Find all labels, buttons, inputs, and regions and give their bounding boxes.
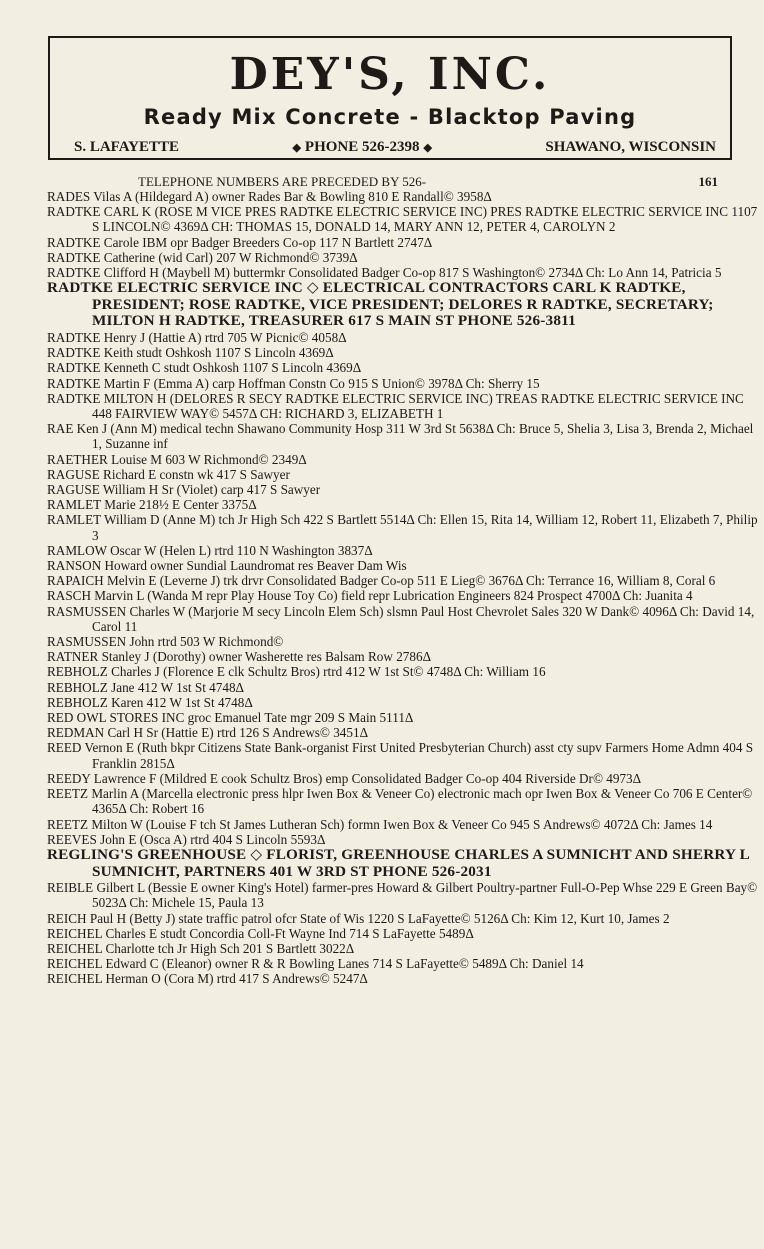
directory-entry: RANSON Howard owner Sundial Laundromat res Beaver Dam Wis	[47, 558, 407, 574]
directory-entry: REBHOLZ Karen 412 W 1st St 4748Δ	[47, 694, 253, 710]
directory-entry: RADTKE Carole IBM opr Badger Breeders Co-op 117 N Bartlett 2747Δ	[47, 234, 433, 250]
directory-entry: RAMLOW Oscar W (Helen L) rtrd 110 N Washington 3837Δ	[47, 542, 373, 558]
ad-title: DEY'S, INC.	[229, 49, 551, 100]
directory-entry: REICHEL Charlotte tch Jr High Sch 201 S Bartlett 3022Δ	[47, 940, 355, 956]
directory-entry: RAMLET Marie 218½ E Center 3375Δ	[47, 497, 257, 513]
directory-entry: REDMAN Carl H Sr (Hattie E) rtrd 126 S Andrews© 3451Δ	[47, 725, 369, 741]
directory-entry: REEVES John E (Osca A) rtrd 404 S Lincoln 5593Δ	[47, 831, 326, 847]
directory-entry: RADTKE CARL K (ROSE M VICE PRES RADTKE ELECTRIC SERVICE INC) PRES RADTKE ELECTRIC SERVICE INC 1107 S LINCOLN© 4369Δ CH: THOMAS 15, DONALD 14, MARY ANN 12, PETER 4, CAROLYN 2	[47, 204, 758, 235]
directory-entry: RADTKE ELECTRIC SERVICE INC ◇ ELECTRICAL CONTRACTORS CARL K RADTKE, PRESIDENT; ROSE RADTKE, VICE PRESIDENT; DELORES R RADTKE, SECRETARY; MILTON H RADTKE, TREASURER 617 S MAIN ST PHONE 526-3811	[47, 279, 714, 330]
directory-entry: RASMUSSEN John rtrd 503 W Richmond©	[47, 634, 284, 650]
page-number: 161	[698, 174, 718, 189]
directory-entry: RADTKE Martin F (Emma A) carp Hoffman Constn Co 915 S Union© 3978Δ Ch: Sherry 15	[47, 375, 540, 391]
directory-entry: RADTKE MILTON H (DELORES R SECY RADTKE ELECTRIC SERVICE INC) TREAS RADTKE ELECTRIC SERVICE INC 448 FAIRVIEW WAY© 5457Δ CH: RICHARD 3, ELIZABETH 1	[47, 390, 744, 422]
directory-entry: RAPAICH Melvin E (Leverne J) trk drvr Consolidated Badger Co-op 511 E Lieg© 3676Δ Ch: Terrance 16, William 8, Coral 6	[47, 573, 716, 589]
directory-entry: REED Vernon E (Ruth bkpr Citizens State Bank-organist First United Presbyterian Church) asst cty supv Farmers Home Admn 404 S Franklin 2815Δ	[47, 740, 754, 771]
directory-entry: RED OWL STORES INC groc Emanuel Tate mgr 209 S Main 5111Δ	[47, 710, 414, 726]
directory-entry: REETZ Milton W (Louise F tch St James Lutheran Sch) formn Iwen Box & Veneer Co 945 S Andrews© 4072Δ Ch: James 14	[47, 816, 713, 832]
page-header	[138, 174, 718, 189]
diamond-bullet-icon: ◆	[292, 142, 301, 154]
advertisement-box	[48, 36, 732, 160]
directory-entry: RADTKE Keith studt Oshkosh 1107 S Lincoln 4369Δ	[47, 345, 334, 361]
ad-address: S. LAFAYETTE	[74, 139, 180, 155]
ad-phone: PHONE 526-2398	[304, 139, 420, 155]
directory-entry: REBHOLZ Charles J (Florence E clk Schultz Bros) rtrd 412 W 1st St© 4748Δ Ch: William 16	[47, 664, 546, 680]
ad-footer	[74, 138, 716, 157]
directory-entry: REGLING'S GREENHOUSE ◇ FLORIST, GREENHOUSE CHARLES A SUMNICHT AND SHERRY L SUMNICHT, PARTNERS 401 W 3RD ST PHONE 526-2031	[47, 845, 750, 880]
directory-listings	[47, 189, 759, 987]
diamond-bullet-icon: ◆	[423, 142, 432, 154]
header-note: TELEPHONE NUMBERS ARE PRECEDED BY 526-	[138, 174, 427, 189]
directory-entry: RADES Vilas A (Hildegard A) owner Rades Bar & Bowling 810 E Randall© 3958Δ	[47, 189, 492, 204]
directory-entry: RAE Ken J (Ann M) medical techn Shawano Community Hosp 311 W 3rd St 5638Δ Ch: Bruce 5, Shelia 3, Lisa 3, Brenda 2, Michael 1, Suzanne inf	[47, 421, 754, 452]
directory-entry: RADTKE Kenneth C studt Oshkosh 1107 S Lincoln 4369Δ	[47, 360, 362, 376]
directory-entry: REICHEL Edward C (Eleanor) owner R & R Bowling Lanes 714 S LaFayette© 5489Δ Ch: Daniel 14	[47, 956, 584, 972]
directory-entry: RASMUSSEN Charles W (Marjorie M secy Lincoln Elem Sch) slsmn Paul Host Chevrolet Sales 320 W Dank© 4096Δ Ch: David 14, Carol 11	[47, 603, 755, 634]
directory-entry: REICH Paul H (Betty J) state traffic patrol ofcr State of Wis 1220 S LaFayette© 5126Δ Ch: Kim 12, Kurt 10, James 2	[47, 910, 670, 926]
directory-entry: REEDY Lawrence F (Mildred E cook Schultz Bros) emp Consolidated Badger Co-op 404 Riverside Dr© 4973Δ	[47, 770, 642, 786]
directory-entry: RAETHER Louise M 603 W Richmond© 2349Δ	[47, 451, 307, 467]
directory-entry: RADTKE Henry J (Hattie A) rtrd 705 W Picnic© 4058Δ	[47, 330, 347, 345]
ad-tagline: Ready Mix Concrete - Blacktop Paving	[143, 105, 637, 129]
directory-entry: RADTKE Catherine (wid Carl) 207 W Richmond© 3739Δ	[47, 249, 358, 265]
directory-entry: RATNER Stanley J (Dorothy) owner Washerette res Balsam Row 2786Δ	[47, 649, 432, 665]
directory-entry: REBHOLZ Jane 412 W 1st St 4748Δ	[47, 679, 245, 695]
directory-entry: RAGUSE William H Sr (Violet) carp 417 S Sawyer	[47, 482, 321, 498]
directory-entry: REICHEL Herman O (Cora M) rtrd 417 S Andrews© 5247Δ	[47, 971, 368, 987]
ad-phone-line	[288, 138, 436, 157]
directory-entry: RAGUSE Richard E constn wk 417 S Sawyer	[47, 466, 290, 482]
directory-entry: REETZ Marlin A (Marcella electronic press hlpr Iwen Box & Veneer Co) electronic mach opr Iwen Box & Veneer Co 706 E Center© 4365Δ Ch: Robert 16	[47, 786, 753, 817]
directory-entry: RADTKE Clifford H (Maybell M) buttermkr Consolidated Badger Co-op 817 S Washington© 2734Δ Ch: Lo Ann 14, Patricia 5	[47, 265, 722, 281]
directory-entry: RASCH Marvin L (Wanda M repr Play House Toy Co) field repr Lubrication Engineers 824 Prospect 4700Δ Ch: Juanita 4	[47, 588, 693, 604]
directory-entry: REIBLE Gilbert L (Bessie E owner King's Hotel) farmer-pres Howard & Gilbert Poultry-partner Full-O-Pep Whse 229 E Green Bay© 5023Δ Ch: Michele 15, Paula 13	[47, 880, 758, 911]
directory-entry: REICHEL Charles E studt Concordia Coll-Ft Wayne Ind 714 S LaFayette 5489Δ	[47, 925, 474, 941]
directory-entry: RAMLET William D (Anne M) tch Jr High Sch 422 S Bartlett 5514Δ Ch: Ellen 15, Rita 14, William 12, Robert 11, Elizabeth 7, Philip 3	[47, 512, 758, 543]
ad-city: SHAWANO, WISCONSIN	[545, 139, 716, 155]
